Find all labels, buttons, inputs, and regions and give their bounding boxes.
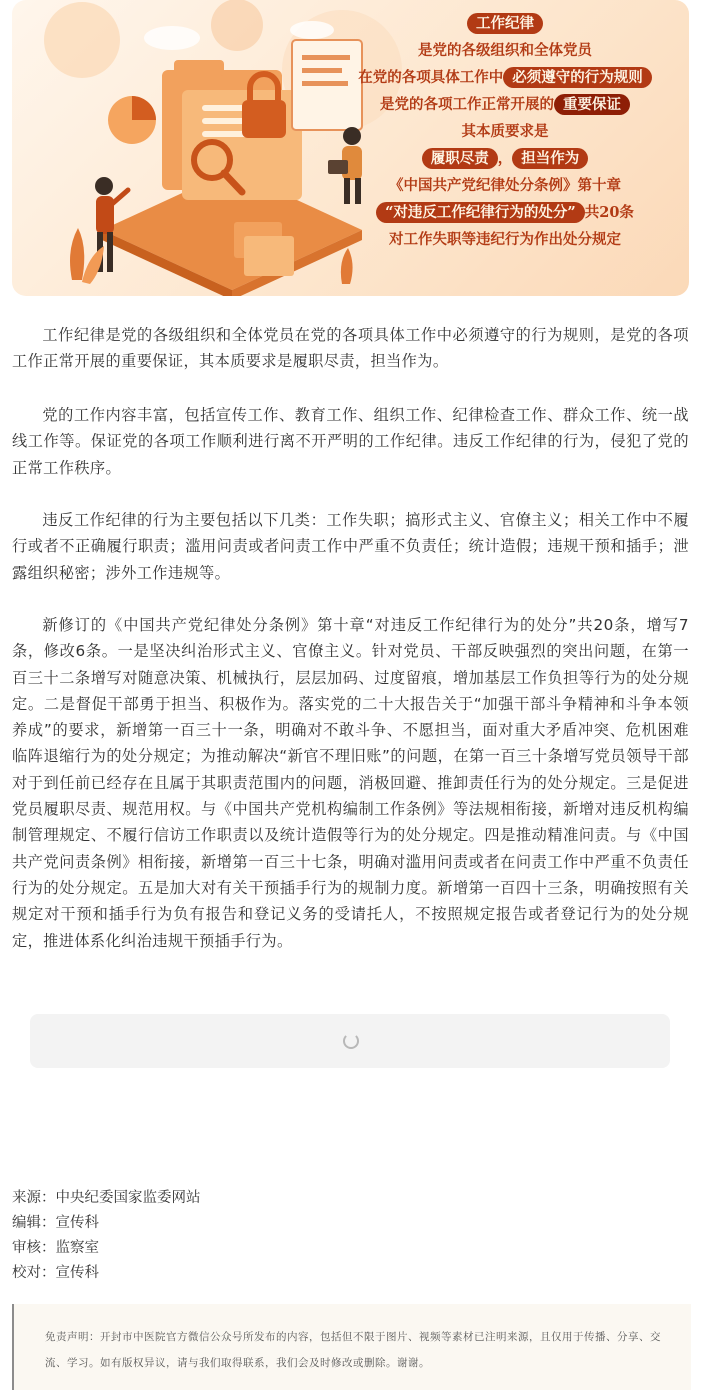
banner-line-1 [335,10,675,37]
banner-highlight-pill: 担当作为 [512,148,588,169]
banner-text-block [335,10,675,253]
banner-highlight-pill: 重要保证 [554,94,630,115]
article-paragraph-2: 党的工作内容丰富，包括宣传工作、教育工作、组织工作、纪律检查工作、群众工作、统一战线工作等。保证党的各项工作顺利进行离不开严明的工作纪律。违反工作纪律的行为，侵犯了党的正常工作秩序。 [12,406,689,477]
loading-placeholder [30,1014,670,1068]
header-banner-image [12,0,689,296]
banner-text: 《中国共产党纪律处分条例》第十章 [389,177,621,194]
disclaimer-box [12,1304,691,1390]
banner-line-9 [335,226,675,253]
banner-line-6 [335,145,675,172]
article-paragraph-1: 工作纪律是党的各级组织和全体党员在党的各项具体工作中必须遵守的行为规则，是党的各项工作正常开展的重要保证，其本质要求是履职尽责，担当作为。 [12,326,689,371]
disclaimer-text: 免责声明：开封市中医院官方微信公众号所发布的内容，包括但不限于图片、视频等素材已注明来源，且仅用于传播、分享、交流、学习。如有版权异议，请与我们取得联系，我们会及时修改或删除。谢谢。 [45,1331,661,1369]
source-line: 来源：中央纪委国家监委网站 [12,1190,201,1206]
banner-text: ， [497,150,513,167]
banner-highlight-pill: 必须遵守的行为规则 [503,67,652,88]
article-paragraph-4: 新修订的《中国共产党纪律处分条例》第十章“对违反工作纪律行为的处分”共20条，增写7条，修改6条。一是坚决纠治形式主义、官僚主义。针对党员、干部反映强烈的突出问题，在第一百三十二条增写对随意决策、机械执行，层层加码、过度留痕，增加基层工作负担等行为的处分规定。二是督促干部勇于担当、积极作为。落实党的二十大报告关于“加强干部斗争精神和斗争本领养成”的要求，新增第一百三十一条，明确对不敢斗争、不愿担当，面对重大矛盾冲突、危机困难临阵退缩行为的处分规定；为推动解决“新官不理旧账”的问题，在第一百三十条增写党员领导干部对于到任前已经存在且属于其职责范围内的问题，消极回避、推卸责任行为的处分规定。三是促进党员履职尽责、规范用权。与《中国共产党机构编制工作条例》等法规相衔接，新增对违反机构编制管理规定、不履行信访工作职责以及统计造假等行为的处分规定。四是推动精准问责。与《中国共产党问责条例》相衔接，新增第一百三十七条，明确对滥用问责或者在问责工作中严重不负责任行为的处分规定。五是加大对有关干预插手行为的规制力度。新增第一百四十三条，明确按照有关规定对干预和插手行为负有报告和登记义务的受请托人，不按照规定报告或者登记行为的处分规定，推进体系化纠治违规干预插手行为。 [12,616,689,950]
banner-text: 是党的各级组织和全体党员 [418,42,592,59]
banner-text: 在党的各项具体工作中 [358,69,504,86]
proofreader-line: 校对：宣传科 [12,1265,99,1281]
reviewer-line: 审核：监察室 [12,1240,99,1256]
banner-highlight-pill: “对违反工作纪律行为的处分” [376,202,585,223]
banner-highlight-pill: 工作纪律 [467,13,543,34]
loading-spinner-icon [343,1033,359,1049]
article-paragraph-3: 违反工作纪律的行为主要包括以下几类：工作失职；搞形式主义、官僚主义；相关工作中不履行或者不正确履行职责；滥用问责或者问责工作中严重不负责任；统计造假；违规干预和插手；泄露组织秘密；涉外工作违规等。 [12,511,689,582]
banner-text: 是党的各项工作正常开展的 [380,96,554,113]
banner-text: 对工作失职等违纪行为作出处分规定 [389,231,621,248]
banner-line-3 [335,64,675,91]
banner-line-2 [335,37,675,64]
banner-text: 其本质要求是 [461,123,549,140]
banner-line-5 [335,118,675,145]
banner-line-8 [335,199,675,226]
banner-text: 共20条 [584,204,634,221]
banner-line-7 [335,172,675,199]
editor-line: 编辑：宣传科 [12,1215,99,1231]
banner-line-4 [335,91,675,118]
banner-highlight-pill: 履职尽责 [422,148,498,169]
